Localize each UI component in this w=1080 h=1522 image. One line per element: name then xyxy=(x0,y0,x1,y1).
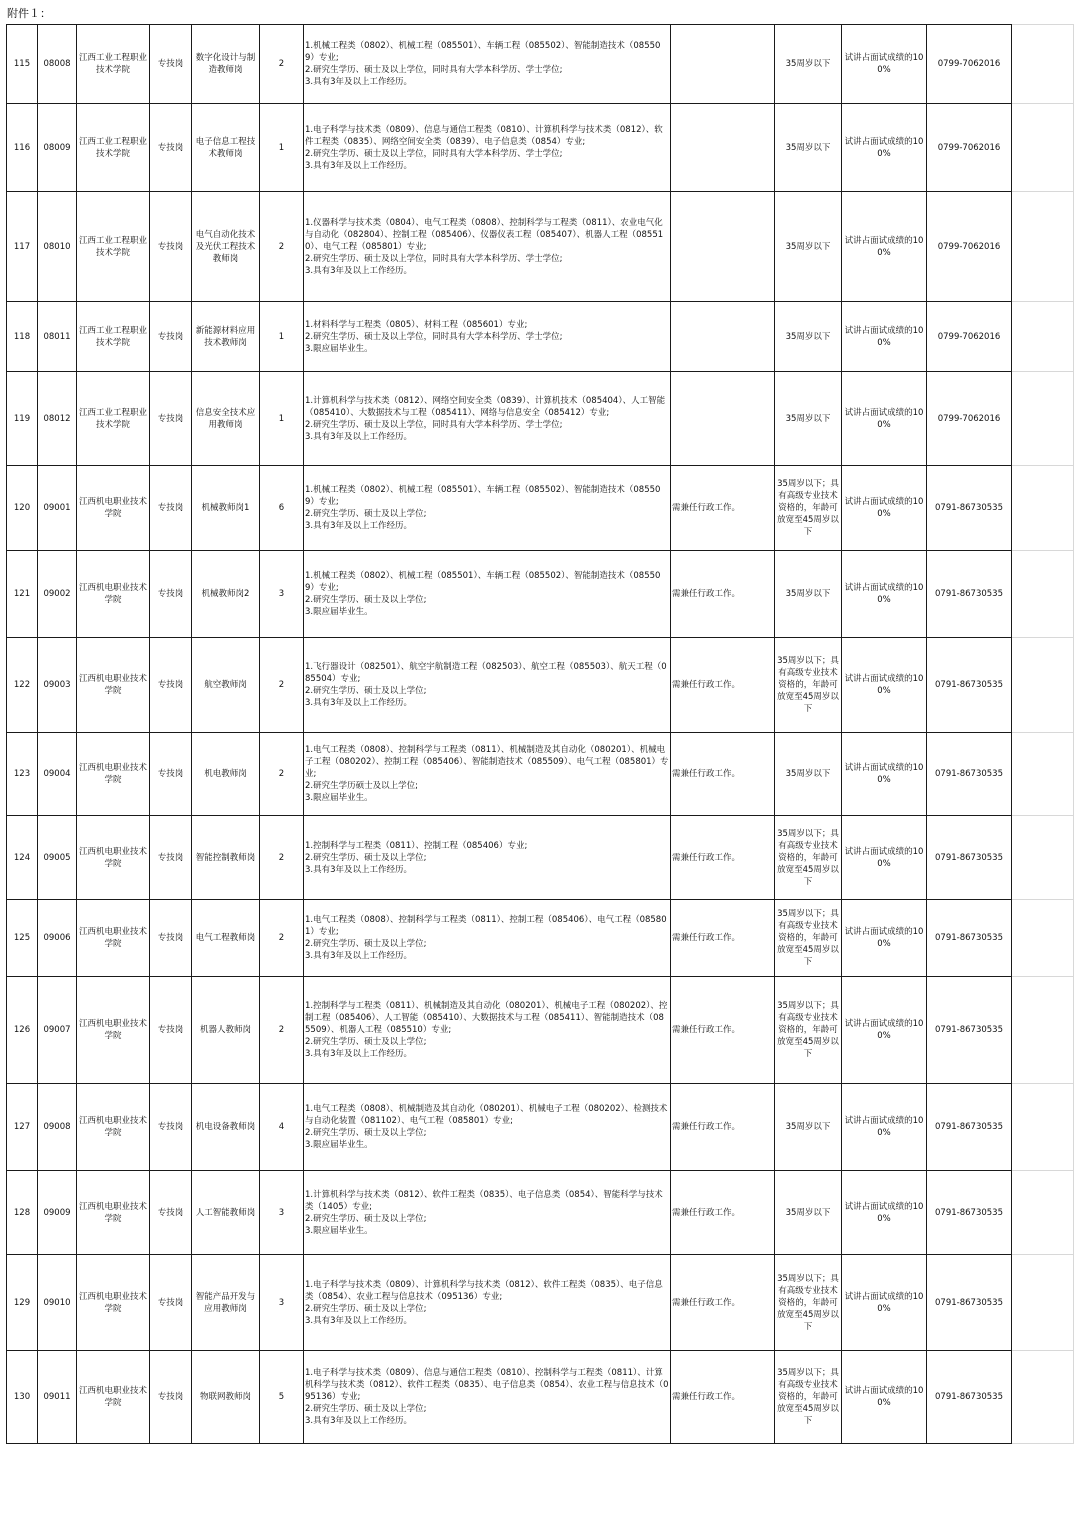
requirement-line: 2.研究生学历、硕士及以上学位; xyxy=(305,939,427,949)
age-limit-cell: 35周岁以下 xyxy=(775,192,842,302)
note-cell xyxy=(671,302,775,372)
empty-cell xyxy=(1012,977,1074,1084)
empty-cell xyxy=(1012,638,1074,733)
requirement-line: 2.研究生学历硕士及以上学位; xyxy=(305,781,418,791)
table-row xyxy=(7,900,1074,977)
requirement-line: 1.仪器科学与技术类（0804）、电气工程类（0808）、控制科学与工程类（0811）、农业电气化与自动化（082804）、控制工程（085406）、仪器仪表工程（085407）、机器人工程（085510）、电气工程（085801）专业; xyxy=(305,217,664,252)
requirement-line: 1.电气工程类（0808）、控制科学与工程类（0811）、机械制造及其自动化（080201）、机械电子工程（080202）、控制工程（085406）、智能制造技术（085509）、电气工程（085801）专业; xyxy=(305,745,669,779)
requirements-cell xyxy=(304,104,671,192)
requirement-line: 3.具有3年及以上工作经历。 xyxy=(305,431,413,442)
note-cell xyxy=(671,104,775,192)
exam-method-cell: 试讲占面试成绩的100% xyxy=(842,372,927,466)
hire-count-cell: 3 xyxy=(260,1255,304,1351)
requirement-line: 1.计算机科学与技术类（0812）、软件工程类（0835）、电子信息类（0854）、智能科学与技术类（1405）专业; xyxy=(305,1189,663,1212)
unit-name-cell: 江西机电职业技术学院 xyxy=(77,1255,150,1351)
attachment-label: 附件１： xyxy=(7,7,51,20)
post-code-cell: 09003 xyxy=(38,638,77,733)
post-code-cell: 09008 xyxy=(38,1084,77,1171)
contact-phone-cell: 0791-86730535 xyxy=(927,900,1012,977)
unit-name-cell: 江西机电职业技术学院 xyxy=(77,1351,150,1444)
post-type-cell: 专技岗 xyxy=(150,372,192,466)
table-row xyxy=(7,1255,1074,1351)
post-type-cell: 专技岗 xyxy=(150,104,192,192)
age-limit-cell: 35周岁以下 xyxy=(775,372,842,466)
hire-count-cell: 3 xyxy=(260,1171,304,1255)
table-row xyxy=(7,1351,1074,1444)
note-cell: 需兼任行政工作。 xyxy=(671,466,775,551)
unit-name-cell: 江西机电职业技术学院 xyxy=(77,816,150,900)
post-name-cell: 电子信息工程技术教师岗 xyxy=(192,104,260,192)
post-name-cell: 信息安全技术应用教师岗 xyxy=(192,372,260,466)
hire-count-cell: 2 xyxy=(260,977,304,1084)
post-type-cell: 专技岗 xyxy=(150,1351,192,1444)
requirement-line: 3.具有3年及以上工作经历。 xyxy=(305,698,413,708)
post-type-cell: 专技岗 xyxy=(150,551,192,638)
exam-method-cell: 试讲占面试成绩的100% xyxy=(842,816,927,900)
note-cell: 需兼任行政工作。 xyxy=(671,551,775,638)
row-number-cell: 117 xyxy=(7,192,38,302)
empty-cell xyxy=(1012,733,1074,816)
requirements-cell xyxy=(304,733,671,816)
requirements-cell xyxy=(304,1351,671,1444)
post-name-cell: 机器人教师岗 xyxy=(192,977,260,1084)
post-name-cell: 人工智能教师岗 xyxy=(192,1171,260,1255)
exam-method-cell: 试讲占面试成绩的100% xyxy=(842,1084,927,1171)
requirements-cell xyxy=(304,900,671,977)
requirement-line: 3.具有3年及以上工作经历。 xyxy=(305,160,413,171)
requirement-line: 2.研究生学历、硕士及以上学位，同时具有大学本科学历、学士学位; xyxy=(305,419,563,430)
empty-cell xyxy=(1012,1171,1074,1255)
note-cell xyxy=(671,192,775,302)
contact-phone-cell: 0791-86730535 xyxy=(927,977,1012,1084)
exam-method-cell: 试讲占面试成绩的100% xyxy=(842,733,927,816)
requirement-line: 3.具有3年及以上工作经历。 xyxy=(305,864,413,875)
contact-phone-cell: 0791-86730535 xyxy=(927,1255,1012,1351)
contact-phone-cell: 0799-7062016 xyxy=(927,25,1012,104)
note-cell: 需兼任行政工作。 xyxy=(671,1255,775,1351)
unit-name-cell: 江西工业工程职业技术学院 xyxy=(77,104,150,192)
requirement-line: 2.研究生学历、硕士及以上学位; xyxy=(305,1303,427,1314)
table-row xyxy=(7,977,1074,1084)
hire-count-cell: 1 xyxy=(260,372,304,466)
requirement-line: 3.限应届毕业生。 xyxy=(305,343,373,354)
table-row xyxy=(7,733,1074,816)
table-row xyxy=(7,466,1074,551)
contact-phone-cell: 0791-86730535 xyxy=(927,466,1012,551)
post-name-cell: 电气工程教师岗 xyxy=(192,900,260,977)
post-type-cell: 专技岗 xyxy=(150,1171,192,1255)
note-cell: 需兼任行政工作。 xyxy=(671,1171,775,1255)
hire-count-cell: 1 xyxy=(260,302,304,372)
exam-method-cell: 试讲占面试成绩的100% xyxy=(842,302,927,372)
empty-cell xyxy=(1012,1351,1074,1444)
contact-phone-cell: 0791-86730535 xyxy=(927,816,1012,900)
exam-method-cell: 试讲占面试成绩的100% xyxy=(842,977,927,1084)
age-limit-cell: 35周岁以下 xyxy=(775,733,842,816)
post-type-cell: 专技岗 xyxy=(150,1084,192,1171)
post-name-cell: 航空教师岗 xyxy=(192,638,260,733)
requirement-line: 1.机械工程类（0802）、机械工程（085501）、车辆工程（085502）、智能制造技术（085509）专业; xyxy=(305,571,661,593)
requirement-line: 2.研究生学历、硕士及以上学位; xyxy=(305,852,427,863)
requirements-cell xyxy=(304,192,671,302)
hire-count-cell: 2 xyxy=(260,816,304,900)
requirement-line: 3.具有3年及以上工作经历。 xyxy=(305,1049,413,1059)
hire-count-cell: 2 xyxy=(260,733,304,816)
row-number-cell: 125 xyxy=(7,900,38,977)
requirement-line: 3.具有3年及以上工作经历。 xyxy=(305,951,413,961)
age-limit-cell: 35周岁以下 xyxy=(775,25,842,104)
requirement-line: 2.研究生学历、硕士及以上学位，同时具有大学本科学历、学士学位; xyxy=(305,148,563,159)
row-number-cell: 121 xyxy=(7,551,38,638)
post-type-cell: 专技岗 xyxy=(150,733,192,816)
row-number-cell: 127 xyxy=(7,1084,38,1171)
requirement-line: 2.研究生学历、硕士及以上学位; xyxy=(305,595,427,605)
post-code-cell: 09002 xyxy=(38,551,77,638)
requirements-cell xyxy=(304,466,671,551)
requirements-cell xyxy=(304,1255,671,1351)
post-code-cell: 09006 xyxy=(38,900,77,977)
post-type-cell: 专技岗 xyxy=(150,638,192,733)
post-name-cell: 机电设备教师岗 xyxy=(192,1084,260,1171)
requirement-line: 2.研究生学历、硕士及以上学位; xyxy=(305,1213,427,1224)
table-row xyxy=(7,816,1074,900)
row-number-cell: 118 xyxy=(7,302,38,372)
requirement-line: 3.具有3年及以上工作经历。 xyxy=(305,1315,413,1326)
unit-name-cell: 江西机电职业技术学院 xyxy=(77,551,150,638)
note-cell xyxy=(671,372,775,466)
post-name-cell: 机械教师岗1 xyxy=(192,466,260,551)
hire-count-cell: 4 xyxy=(260,1084,304,1171)
unit-name-cell: 江西机电职业技术学院 xyxy=(77,1084,150,1171)
post-name-cell: 数字化设计与制造教师岗 xyxy=(192,25,260,104)
post-type-cell: 专技岗 xyxy=(150,302,192,372)
requirements-cell xyxy=(304,816,671,900)
row-number-cell: 120 xyxy=(7,466,38,551)
contact-phone-cell: 0791-86730535 xyxy=(927,638,1012,733)
empty-cell xyxy=(1012,302,1074,372)
table-row xyxy=(7,638,1074,733)
requirements-cell xyxy=(304,1084,671,1171)
empty-cell xyxy=(1012,1084,1074,1171)
age-limit-cell: 35周岁以下；具有高级专业技术资格的，年龄可放宽至45周岁以下 xyxy=(775,1351,842,1444)
requirement-line: 1.材料科学与工程类（0805）、材料工程（085601）专业; xyxy=(305,319,528,330)
row-number-cell: 128 xyxy=(7,1171,38,1255)
row-number-cell: 123 xyxy=(7,733,38,816)
age-limit-cell: 35周岁以下 xyxy=(775,551,842,638)
row-number-cell: 116 xyxy=(7,104,38,192)
requirement-line: 2.研究生学历、硕士及以上学位; xyxy=(305,1128,427,1138)
exam-method-cell: 试讲占面试成绩的100% xyxy=(842,104,927,192)
requirements-cell xyxy=(304,638,671,733)
exam-method-cell: 试讲占面试成绩的100% xyxy=(842,1255,927,1351)
requirement-line: 3.限应届毕业生。 xyxy=(305,607,373,617)
requirement-line: 2.研究生学历、硕士及以上学位; xyxy=(305,686,427,696)
hire-count-cell: 2 xyxy=(260,638,304,733)
contact-phone-cell: 0791-86730535 xyxy=(927,1171,1012,1255)
post-type-cell: 专技岗 xyxy=(150,977,192,1084)
age-limit-cell: 35周岁以下；具有高级专业技术资格的，年龄可放宽至45周岁以下 xyxy=(775,900,842,977)
post-type-cell: 专技岗 xyxy=(150,816,192,900)
contact-phone-cell: 0791-86730535 xyxy=(927,733,1012,816)
unit-name-cell: 江西机电职业技术学院 xyxy=(77,733,150,816)
post-code-cell: 09009 xyxy=(38,1171,77,1255)
age-limit-cell: 35周岁以下 xyxy=(775,1084,842,1171)
empty-cell xyxy=(1012,900,1074,977)
note-cell: 需兼任行政工作。 xyxy=(671,1084,775,1171)
empty-cell xyxy=(1012,1255,1074,1351)
contact-phone-cell: 0791-86730535 xyxy=(927,1084,1012,1171)
exam-method-cell: 试讲占面试成绩的100% xyxy=(842,466,927,551)
post-code-cell: 09005 xyxy=(38,816,77,900)
age-limit-cell: 35周岁以下；具有高级专业技术资格的，年龄可放宽至45周岁以下 xyxy=(775,466,842,551)
post-code-cell: 08009 xyxy=(38,104,77,192)
table-row xyxy=(7,372,1074,466)
exam-method-cell: 试讲占面试成绩的100% xyxy=(842,1171,927,1255)
requirements-cell xyxy=(304,372,671,466)
hire-count-cell: 2 xyxy=(260,25,304,104)
post-type-cell: 专技岗 xyxy=(150,1255,192,1351)
age-limit-cell: 35周岁以下；具有高级专业技术资格的，年龄可放宽至45周岁以下 xyxy=(775,1255,842,1351)
unit-name-cell: 江西工业工程职业技术学院 xyxy=(77,25,150,104)
requirements-cell xyxy=(304,25,671,104)
note-cell: 需兼任行政工作。 xyxy=(671,816,775,900)
hire-count-cell: 1 xyxy=(260,104,304,192)
empty-cell xyxy=(1012,192,1074,302)
requirement-line: 1.电气工程类（0808）、控制科学与工程类（0811）、控制工程（085406）、电气工程（085801）专业; xyxy=(305,915,667,937)
exam-method-cell: 试讲占面试成绩的100% xyxy=(842,900,927,977)
requirement-line: 2.研究生学历、硕士及以上学位，同时具有大学本科学历、学士学位; xyxy=(305,331,563,342)
empty-cell xyxy=(1012,372,1074,466)
note-cell: 需兼任行政工作。 xyxy=(671,733,775,816)
requirement-line: 1.电气工程类（0808）、机械制造及其自动化（080201）、机械电子工程（080202）、检测技术与自动化装置（081102）、电气工程（085801）专业; xyxy=(305,1104,668,1126)
row-number-cell: 119 xyxy=(7,372,38,466)
exam-method-cell: 试讲占面试成绩的100% xyxy=(842,551,927,638)
table-row xyxy=(7,104,1074,192)
requirement-line: 2.研究生学历、硕士及以上学位; xyxy=(305,509,427,519)
row-number-cell: 129 xyxy=(7,1255,38,1351)
requirement-line: 2.研究生学历、硕士及以上学位，同时具有大学本科学历、学士学位; xyxy=(305,253,563,264)
age-limit-cell: 35周岁以下 xyxy=(775,104,842,192)
post-type-cell: 专技岗 xyxy=(150,192,192,302)
requirements-cell xyxy=(304,551,671,638)
requirement-line: 2.研究生学历、硕士及以上学位，同时具有大学本科学历、学士学位; xyxy=(305,65,563,75)
hire-count-cell: 5 xyxy=(260,1351,304,1444)
row-number-cell: 130 xyxy=(7,1351,38,1444)
hire-count-cell: 2 xyxy=(260,900,304,977)
post-code-cell: 08010 xyxy=(38,192,77,302)
table-row xyxy=(7,302,1074,372)
empty-cell xyxy=(1012,466,1074,551)
post-code-cell: 08008 xyxy=(38,25,77,104)
unit-name-cell: 江西工业工程职业技术学院 xyxy=(77,302,150,372)
requirement-line: 1.机械工程类（0802）、机械工程（085501）、车辆工程（085502）、智能制造技术（085509）专业; xyxy=(305,41,661,63)
post-name-cell: 物联网教师岗 xyxy=(192,1351,260,1444)
row-number-cell: 126 xyxy=(7,977,38,1084)
hire-count-cell: 2 xyxy=(260,192,304,302)
post-type-cell: 专技岗 xyxy=(150,466,192,551)
requirement-line: 1.电子科学与技术类（0809）、信息与通信工程类（0810）、控制科学与工程类（0811）、计算机科学与技术类（0812）、软件工程类（0835）、电子信息类（0854）、农业工程与信息技术（095136）专业; xyxy=(305,1368,669,1402)
recruitment-table xyxy=(6,24,1074,1444)
age-limit-cell: 35周岁以下；具有高级专业技术资格的，年龄可放宽至45周岁以下 xyxy=(775,638,842,733)
post-type-cell: 专技岗 xyxy=(150,900,192,977)
exam-method-cell: 试讲占面试成绩的100% xyxy=(842,638,927,733)
post-code-cell: 09007 xyxy=(38,977,77,1084)
requirement-line: 3.具有3年及以上工作经历。 xyxy=(305,1416,413,1426)
post-code-cell: 09001 xyxy=(38,466,77,551)
unit-name-cell: 江西机电职业技术学院 xyxy=(77,466,150,551)
requirement-line: 1.电子科学与技术类（0809）、信息与通信工程类（0810）、计算机科学与技术类（0812）、软件工程类（0835）、网络空间安全类（0839）、电子信息类（0854）专业; xyxy=(305,124,663,147)
requirement-line: 1.计算机科学与技术类（0812）、网络空间安全类（0839）、计算机技术（085404）、人工智能（085410）、大数据技术与工程（085411）、网络与信息安全（085412）专业; xyxy=(305,395,666,418)
table-row xyxy=(7,1171,1074,1255)
age-limit-cell: 35周岁以下；具有高级专业技术资格的，年龄可放宽至45周岁以下 xyxy=(775,977,842,1084)
post-name-cell: 电气自动化技术及光伏工程技术教师岗 xyxy=(192,192,260,302)
table-row xyxy=(7,192,1074,302)
post-name-cell: 新能源材料应用技术教师岗 xyxy=(192,302,260,372)
requirements-cell xyxy=(304,977,671,1084)
contact-phone-cell: 0799-7062016 xyxy=(927,302,1012,372)
contact-phone-cell: 0799-7062016 xyxy=(927,192,1012,302)
unit-name-cell: 江西工业工程职业技术学院 xyxy=(77,372,150,466)
post-code-cell: 08012 xyxy=(38,372,77,466)
requirement-line: 3.限应届毕业生。 xyxy=(305,1225,373,1236)
requirement-line: 3.具有3年及以上工作经历。 xyxy=(305,521,413,531)
requirement-line: 1.控制科学与工程类（0811）、控制工程（085406）专业; xyxy=(305,840,528,851)
post-name-cell: 机械教师岗2 xyxy=(192,551,260,638)
contact-phone-cell: 0799-7062016 xyxy=(927,372,1012,466)
age-limit-cell: 35周岁以下 xyxy=(775,1171,842,1255)
age-limit-cell: 35周岁以下；具有高级专业技术资格的，年龄可放宽至45周岁以下 xyxy=(775,816,842,900)
contact-phone-cell: 0791-86730535 xyxy=(927,1351,1012,1444)
unit-name-cell: 江西机电职业技术学院 xyxy=(77,977,150,1084)
note-cell: 需兼任行政工作。 xyxy=(671,638,775,733)
contact-phone-cell: 0799-7062016 xyxy=(927,104,1012,192)
post-name-cell: 智能产品开发与应用教师岗 xyxy=(192,1255,260,1351)
post-code-cell: 08011 xyxy=(38,302,77,372)
row-number-cell: 115 xyxy=(7,25,38,104)
exam-method-cell: 试讲占面试成绩的100% xyxy=(842,1351,927,1444)
table-row xyxy=(7,551,1074,638)
age-limit-cell: 35周岁以下 xyxy=(775,302,842,372)
empty-cell xyxy=(1012,816,1074,900)
contact-phone-cell: 0791-86730535 xyxy=(927,551,1012,638)
requirement-line: 2.研究生学历、硕士及以上学位; xyxy=(305,1404,427,1414)
post-name-cell: 智能控制教师岗 xyxy=(192,816,260,900)
unit-name-cell: 江西机电职业技术学院 xyxy=(77,638,150,733)
post-name-cell: 机电教师岗 xyxy=(192,733,260,816)
requirement-line: 1.飞行器设计（082501）、航空宇航制造工程（082503）、航空工程（085503）、航天工程（085504）专业; xyxy=(305,662,667,684)
note-cell: 需兼任行政工作。 xyxy=(671,1351,775,1444)
unit-name-cell: 江西工业工程职业技术学院 xyxy=(77,192,150,302)
requirements-cell xyxy=(304,302,671,372)
requirement-line: 1.控制科学与工程类（0811）、机械制造及其自动化（080201）、机械电子工程（080202）、控制工程（085406）、人工智能（085410）、大数据技术与工程（085411）、智能制造技术（085509）、机器人工程（085510）专业; xyxy=(305,1001,668,1035)
unit-name-cell: 江西机电职业技术学院 xyxy=(77,900,150,977)
note-cell: 需兼任行政工作。 xyxy=(671,977,775,1084)
note-cell: 需兼任行政工作。 xyxy=(671,900,775,977)
note-cell xyxy=(671,25,775,104)
row-number-cell: 122 xyxy=(7,638,38,733)
empty-cell xyxy=(1012,104,1074,192)
requirement-line: 3.具有3年及以上工作经历。 xyxy=(305,77,413,87)
post-code-cell: 09010 xyxy=(38,1255,77,1351)
row-number-cell: 124 xyxy=(7,816,38,900)
table-row xyxy=(7,25,1074,104)
requirement-line: 3.具有3年及以上工作经历。 xyxy=(305,265,413,276)
requirement-line: 1.机械工程类（0802）、机械工程（085501）、车辆工程（085502）、智能制造技术（085509）专业; xyxy=(305,485,661,507)
post-code-cell: 09004 xyxy=(38,733,77,816)
requirement-line: 3.限应届毕业生。 xyxy=(305,1140,373,1150)
unit-name-cell: 江西机电职业技术学院 xyxy=(77,1171,150,1255)
requirements-cell xyxy=(304,1171,671,1255)
empty-cell xyxy=(1012,25,1074,104)
requirement-line: 3.限应届毕业生。 xyxy=(305,793,373,803)
exam-method-cell: 试讲占面试成绩的100% xyxy=(842,25,927,104)
exam-method-cell: 试讲占面试成绩的100% xyxy=(842,192,927,302)
hire-count-cell: 3 xyxy=(260,551,304,638)
hire-count-cell: 6 xyxy=(260,466,304,551)
requirement-line: 1.电子科学与技术类（0809）、计算机科学与技术类（0812）、软件工程类（0835）、电子信息类（0854）、农业工程与信息技术（095136）专业; xyxy=(305,1279,663,1302)
post-code-cell: 09011 xyxy=(38,1351,77,1444)
requirement-line: 2.研究生学历、硕士及以上学位; xyxy=(305,1037,427,1047)
table-row xyxy=(7,1084,1074,1171)
empty-cell xyxy=(1012,551,1074,638)
post-type-cell: 专技岗 xyxy=(150,25,192,104)
